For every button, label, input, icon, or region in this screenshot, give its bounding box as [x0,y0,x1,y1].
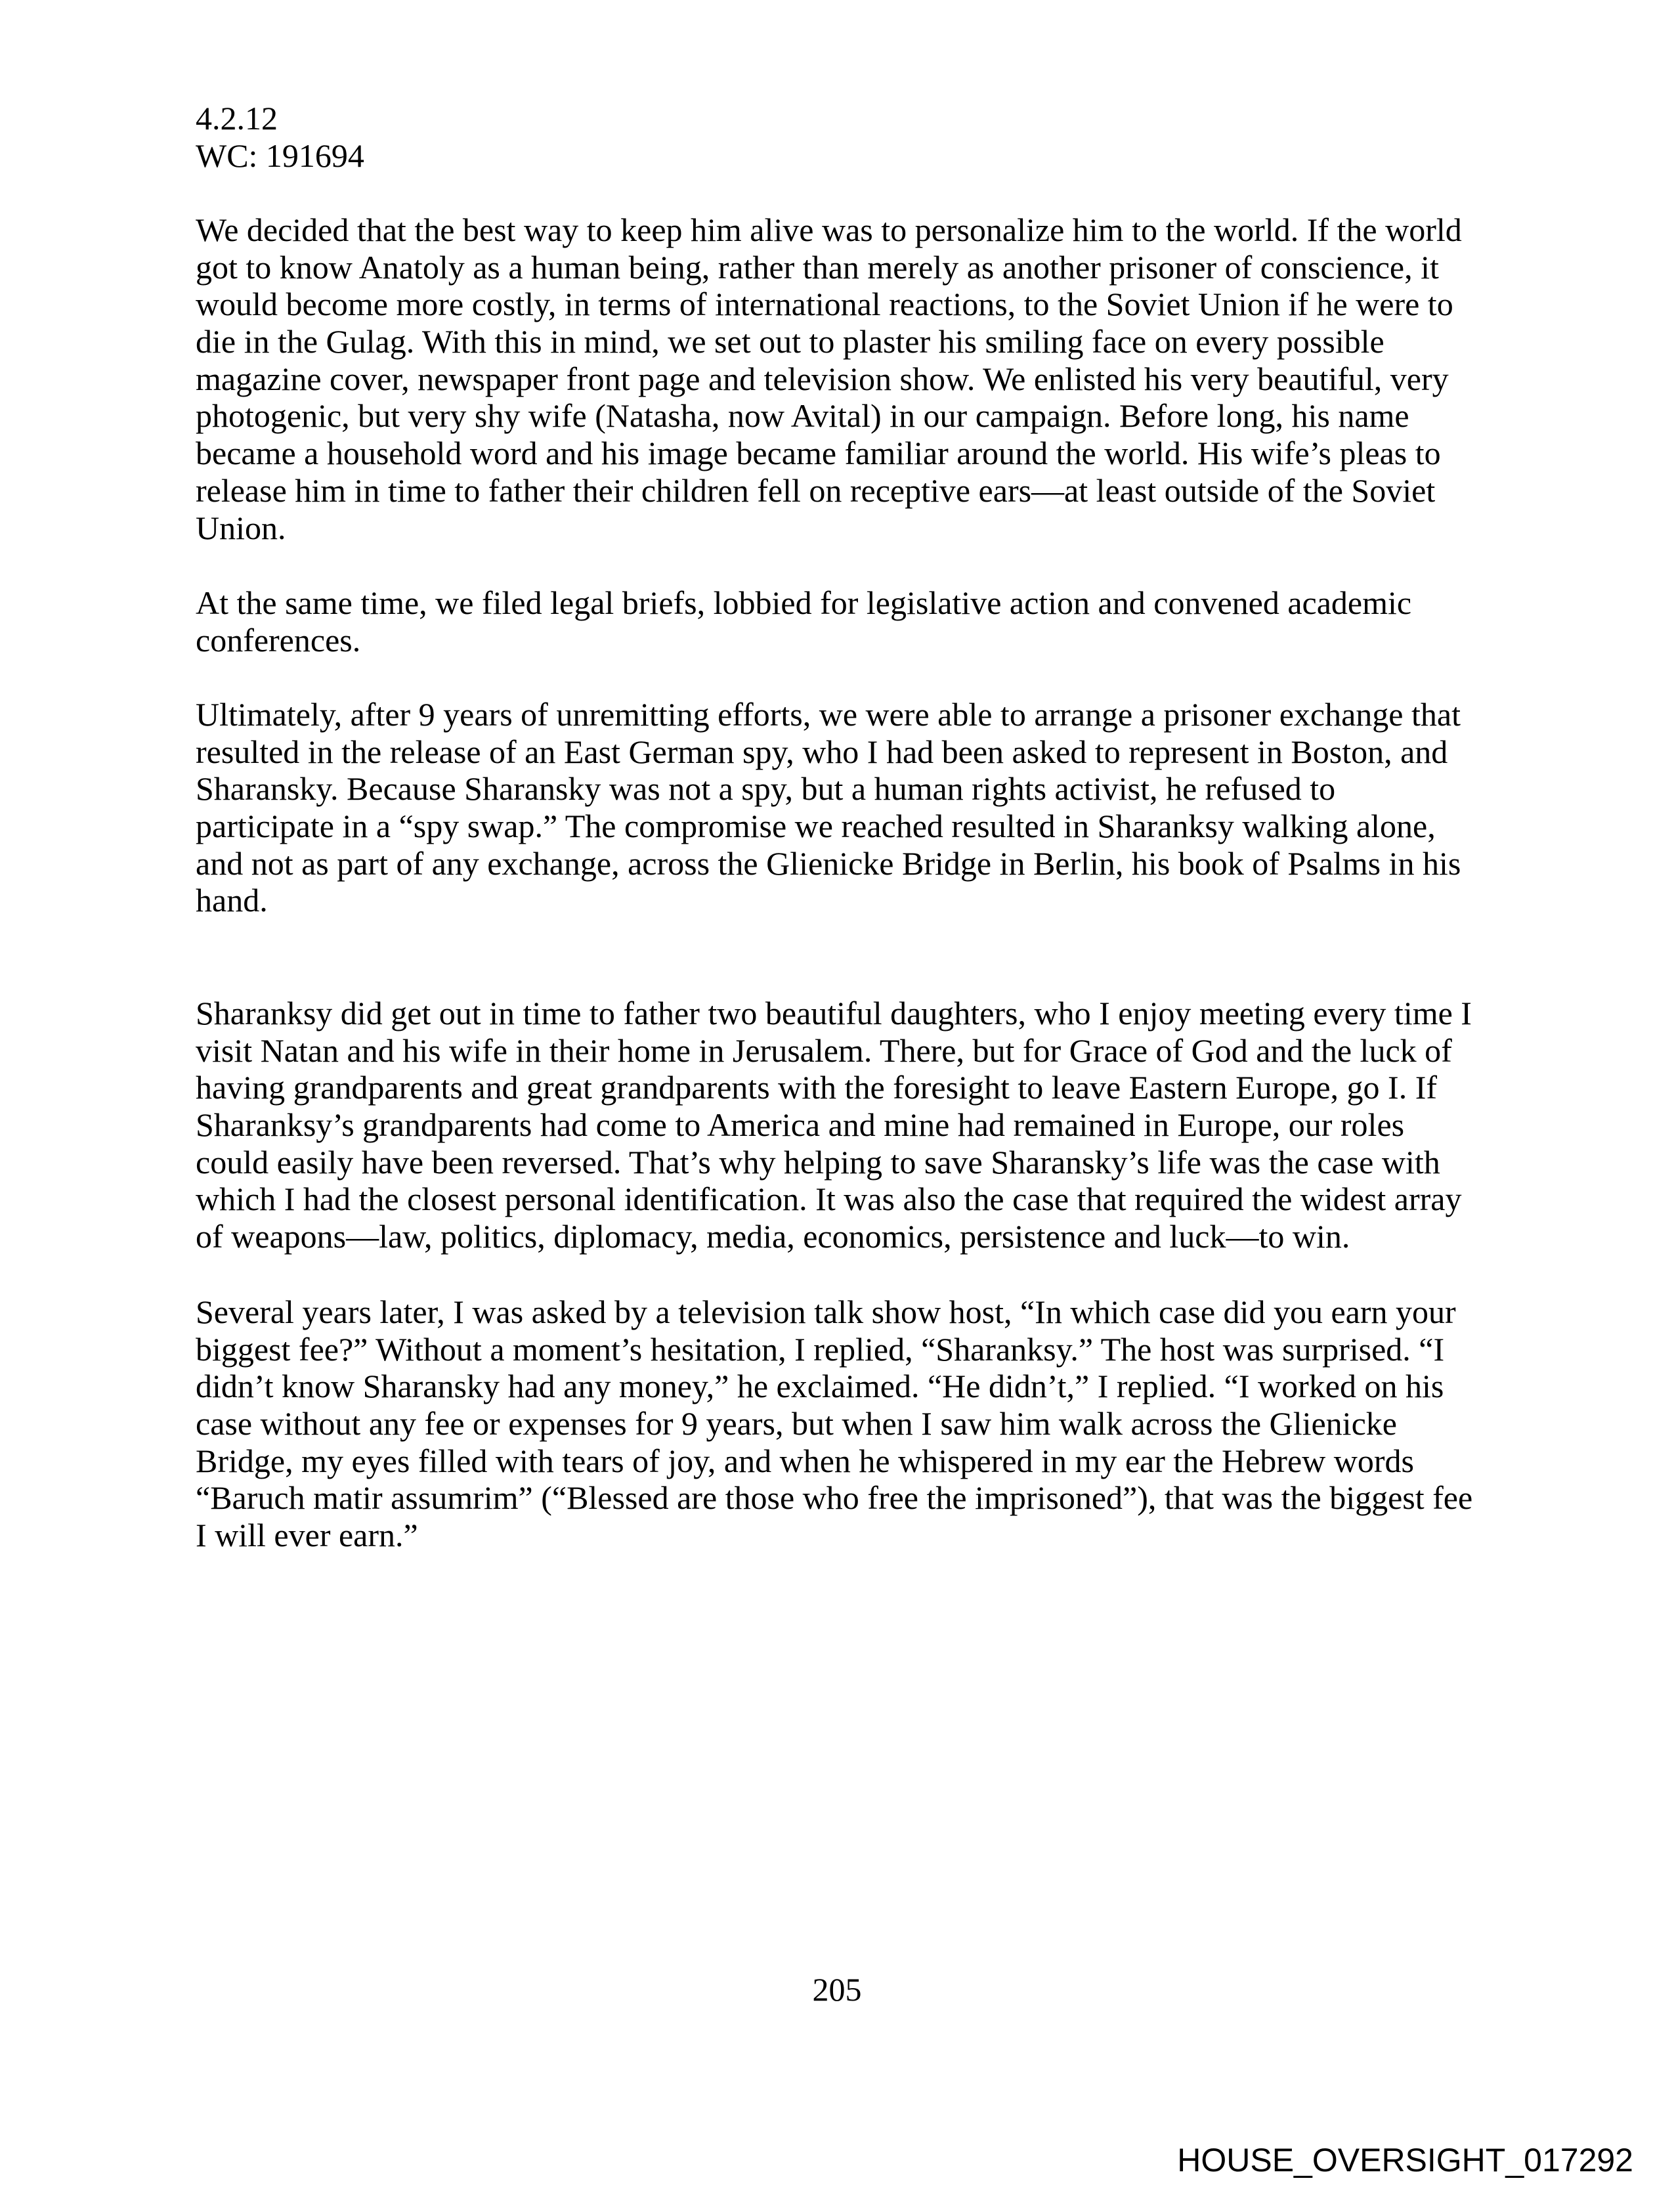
text-line: of weapons—law, politics, diplomacy, media, economics, persistence and luck—to win. [196,1218,1350,1255]
text-line: At the same time, we filed legal briefs, lobbied for legislative action and convened academic [196,584,1412,621]
text-line: hand. [196,882,268,919]
text-line: case without any fee or expenses for 9 years, but when I saw him walk across the Glienicke [196,1405,1397,1442]
text-line: which I had the closest personal identification. It was also the case that required the widest array [196,1181,1462,1218]
text-line: resulted in the release of an East German spy, who I had been asked to represent in Boston, and [196,733,1448,770]
text-line: Several years later, I was asked by a television talk show host, “In which case did you earn your [196,1293,1456,1330]
text-line: Ultimately, after 9 years of unremitting efforts, we were able to arrange a prisoner exchange that [196,696,1461,733]
text-line: conferences. [196,621,361,659]
paragraph [196,1293,1472,1554]
text-line: biggest fee?” Without a moment’s hesitation, I replied, “Sharanksy.” The host was surprised. “I [196,1330,1445,1368]
header-word-count: WC: 191694 [196,137,364,174]
text-line: Union. [196,509,286,546]
paragraph [196,211,1462,546]
text-line: release him in time to father their children fell on receptive ears—at least outside of the Soviet [196,471,1436,509]
text-line: didn’t know Sharansky had any money,” he exclaimed. “He didn’t,” I replied. “I worked on his [196,1368,1444,1405]
text-line: We decided that the best way to keep him alive was to personalize him to the world. If the world [196,211,1462,248]
paragraph [196,995,1472,1255]
paragraph [196,696,1461,919]
text-line: Sharanksy’s grandparents had come to America and mine had remained in Europe, our roles [196,1106,1405,1144]
text-line: I will ever earn.” [196,1517,418,1554]
text-line: Bridge, my eyes filled with tears of joy, and when he whispered in my ear the Hebrew words [196,1442,1414,1479]
text-line: having grandparents and great grandparents with the foresight to leave Eastern Europe, go I. If [196,1069,1437,1106]
text-line: got to know Anatoly as a human being, rather than merely as another prisoner of conscience, it [196,248,1439,286]
text-line: die in the Gulag. With this in mind, we set out to plaster his smiling face on every possible [196,323,1384,360]
text-line: Sharanksy did get out in time to father two beautiful daughters, who I enjoy meeting every time I [196,995,1472,1031]
paragraph [196,584,1411,659]
header-date: 4.2.12 [196,100,278,137]
text-line: photogenic, but very shy wife (Natasha, now Avital) in our campaign. Before long, his name [196,397,1409,435]
bates-stamp: HOUSE_OVERSIGHT_017292 [1177,2142,1633,2179]
text-line: became a household word and his image became familiar around the world. His wife’s pleas to [196,435,1441,472]
text-line: “Baruch matir assumrim” (“Blessed are those who free the imprisoned”), that was the biggest fee [196,1479,1473,1517]
text-line: could easily have been reversed. That’s why helping to save Sharansky’s life was the case with [196,1143,1440,1181]
page-number: 205 [812,1971,862,2008]
text-line: magazine cover, newspaper front page and television show. We enlisted his very beautiful, very [196,360,1449,397]
text-line: visit Natan and his wife in their home in Jerusalem. There, but for Grace of God and the luck of [196,1031,1452,1069]
document-header [196,100,364,174]
text-line: participate in a “spy swap.” The compromise we reached resulted in Sharanksy walking alone, [196,808,1436,845]
text-line: and not as part of any exchange, across the Glienicke Bridge in Berlin, his book of Psalms in his [196,844,1461,882]
text-line: would become more costly, in terms of international reactions, to the Soviet Union if he were to [196,286,1453,323]
text-line: Sharansky. Because Sharansky was not a spy, but a human rights activist, he refused to [196,770,1336,808]
